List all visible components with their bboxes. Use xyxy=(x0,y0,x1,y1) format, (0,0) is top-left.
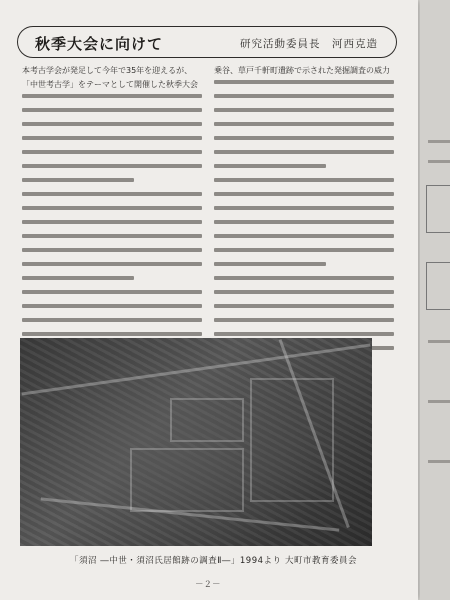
text-line xyxy=(214,304,394,308)
text-column-left xyxy=(22,66,202,374)
text-line xyxy=(214,150,394,154)
text-line xyxy=(214,108,394,112)
text-line xyxy=(214,332,394,336)
text-line xyxy=(22,304,202,308)
text-line xyxy=(214,220,394,224)
text-line xyxy=(22,150,202,154)
text-line xyxy=(214,122,394,126)
text-line xyxy=(214,290,394,294)
text-line xyxy=(22,108,202,112)
text-line xyxy=(214,234,394,238)
text-line xyxy=(214,136,394,140)
text-line xyxy=(22,192,202,196)
photo-caption: 「須沼 ―中世・須沼氏居館跡の調査Ⅱ―」1994より xyxy=(70,556,282,566)
text-line xyxy=(214,276,394,280)
text-line xyxy=(22,276,134,280)
text-line xyxy=(22,122,202,126)
text-line xyxy=(22,206,202,210)
text-line xyxy=(214,94,394,98)
column-lead-line: 乗谷、草戸千軒町遺跡で示された発掘調査の威力 xyxy=(214,66,390,75)
text-line xyxy=(214,192,394,196)
text-line xyxy=(214,178,394,182)
text-line xyxy=(22,290,202,294)
article-byline: 研究活動委員長 河西克造 xyxy=(240,38,378,50)
text-line xyxy=(22,94,202,98)
text-line xyxy=(22,234,202,238)
text-line xyxy=(214,164,326,168)
text-column-right xyxy=(214,66,394,374)
photo-credit: 大町市教育委員会 xyxy=(285,556,358,566)
text-line xyxy=(22,332,202,336)
column-lead-line: 本考古学会が発足して今年で35年を迎えるが、 xyxy=(22,66,193,75)
text-line xyxy=(22,136,202,140)
text-line xyxy=(214,206,394,210)
text-line xyxy=(22,248,202,252)
excavation-photo xyxy=(20,338,372,546)
text-line xyxy=(22,220,202,224)
text-line xyxy=(214,248,394,252)
adjacent-page-edge xyxy=(420,0,450,600)
text-line xyxy=(22,262,202,266)
column-lead-line: 「中世考古学」をテーマとして開催した秋季大会 xyxy=(22,80,198,89)
text-line xyxy=(214,262,326,266)
article-title: 秋季大会に向けて xyxy=(35,35,164,53)
text-line xyxy=(22,318,202,322)
article-header xyxy=(17,26,397,58)
page-number: －２－ xyxy=(195,580,221,590)
text-line xyxy=(214,80,394,84)
text-line xyxy=(22,164,202,168)
text-line xyxy=(214,318,394,322)
text-line xyxy=(22,178,134,182)
